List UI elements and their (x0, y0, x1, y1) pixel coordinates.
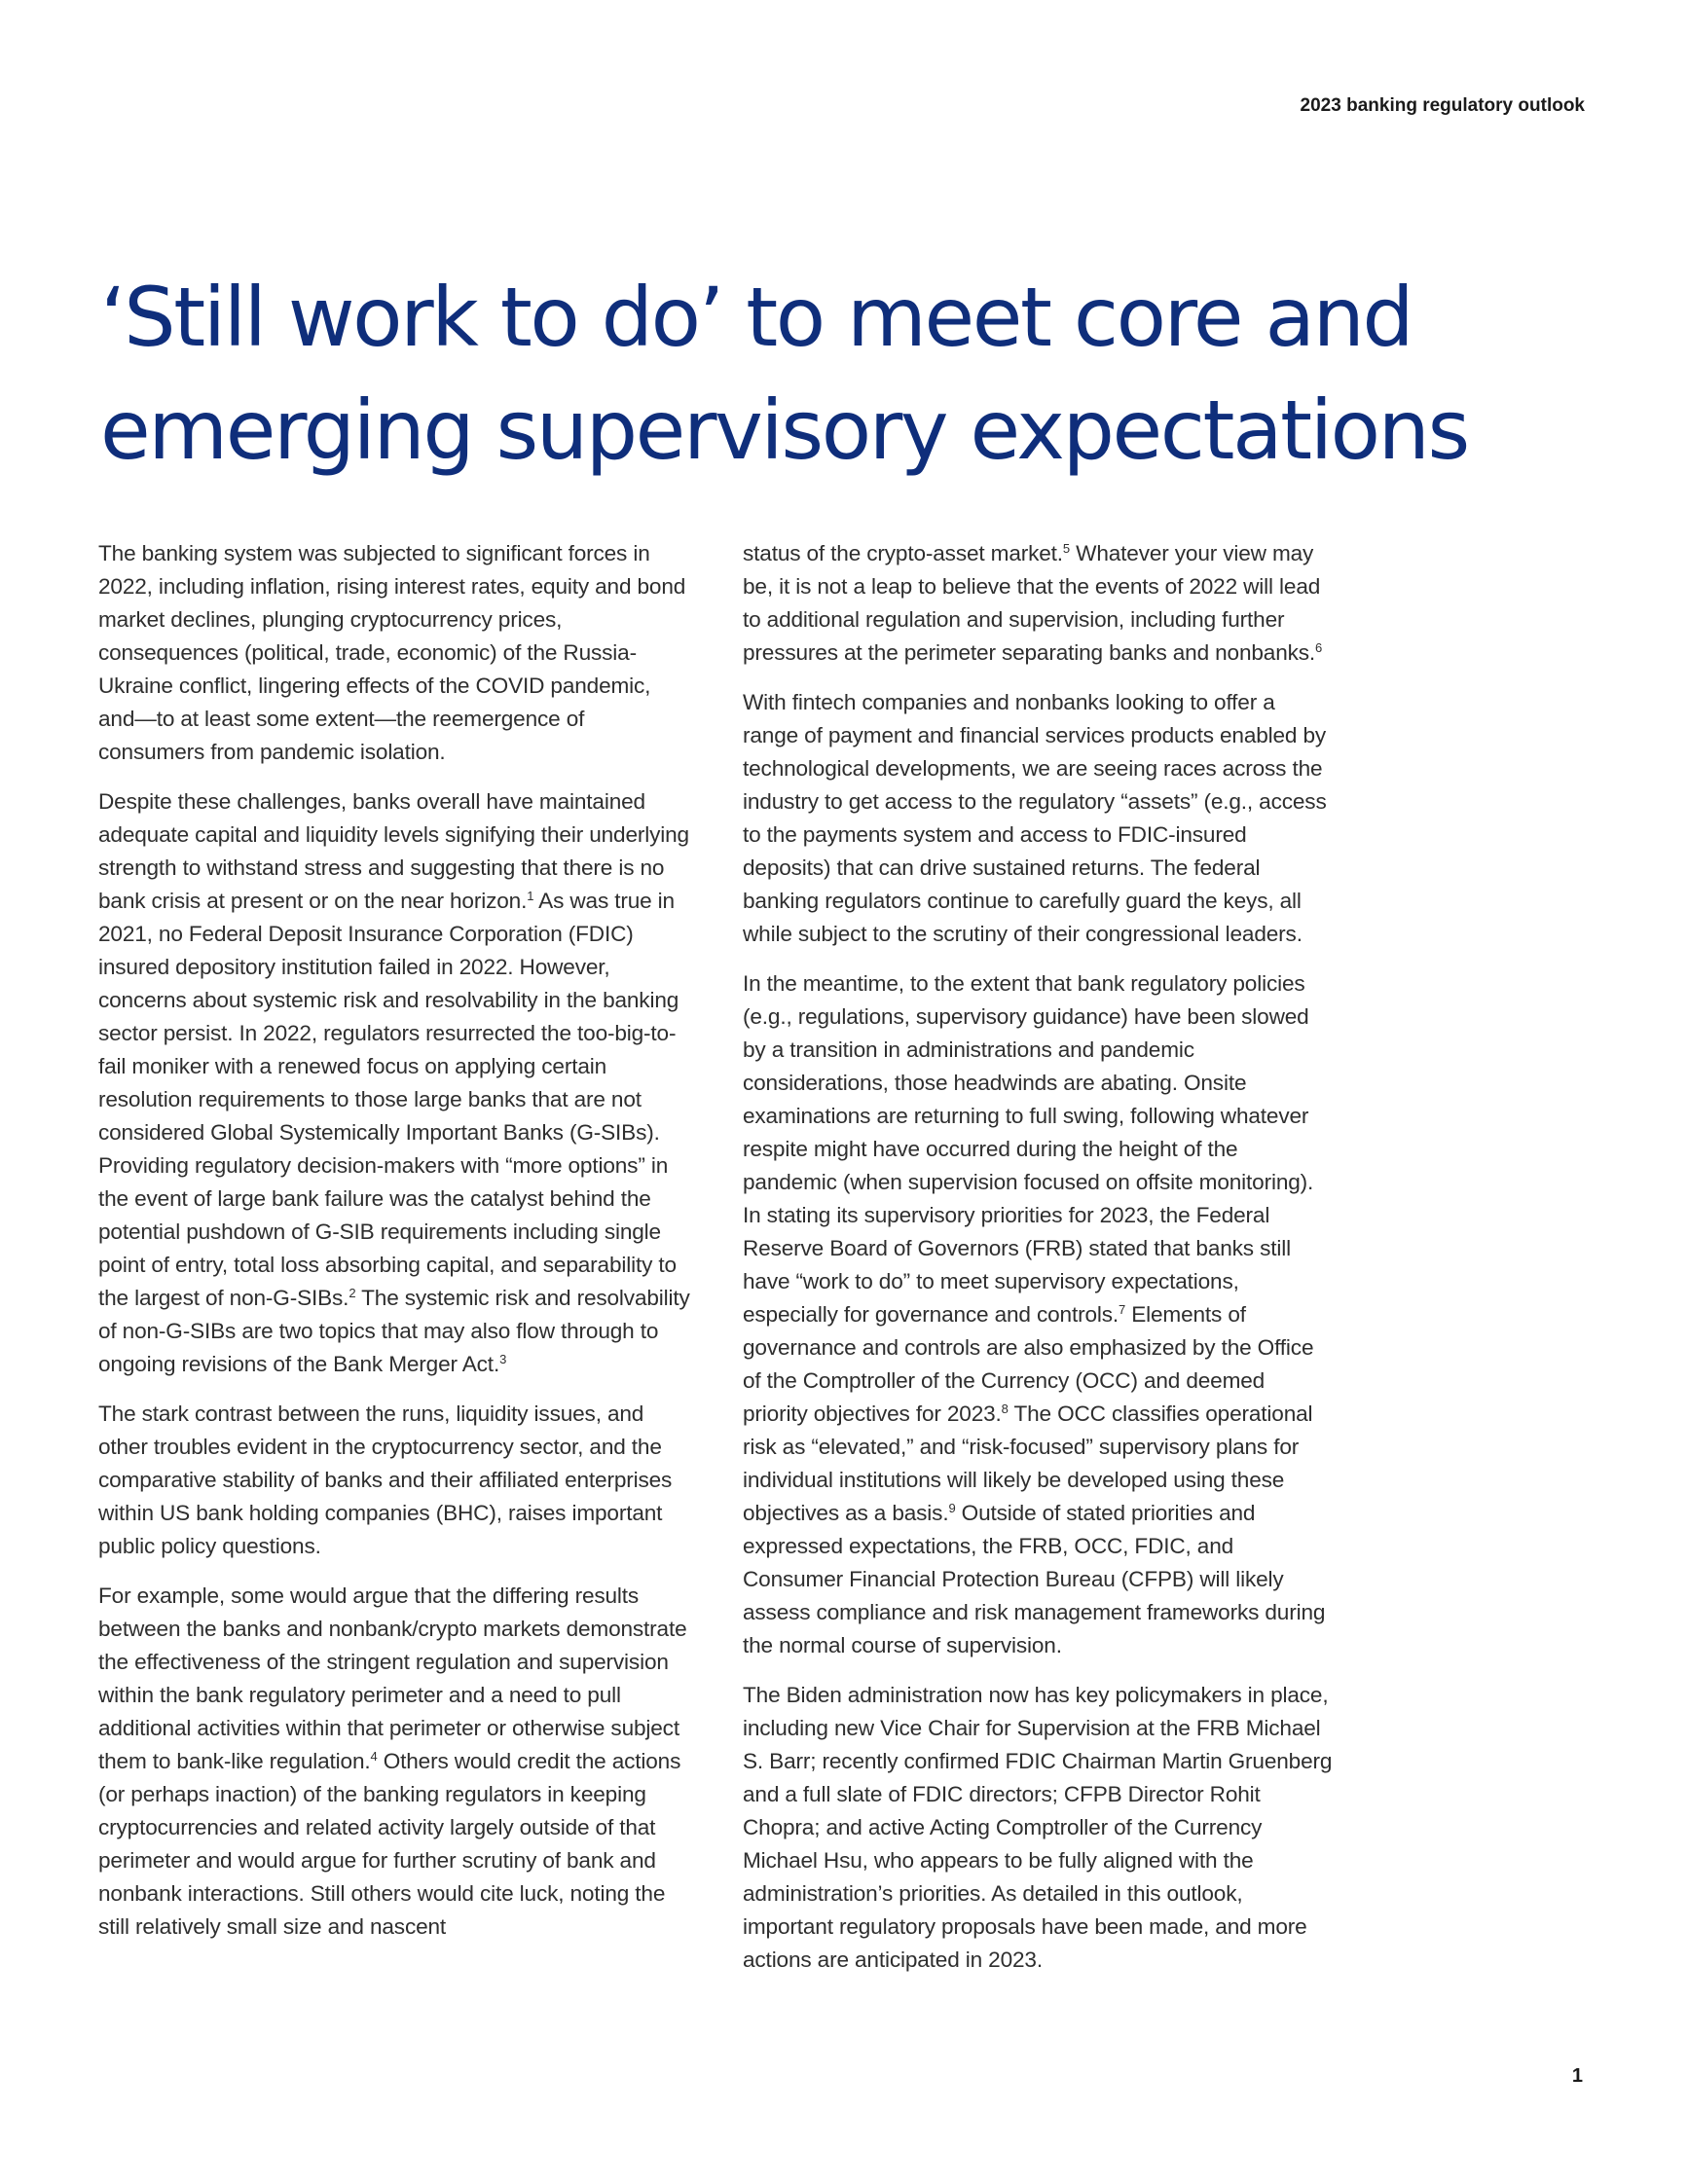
footnote-ref: 7 (1119, 1302, 1126, 1317)
right-column (743, 537, 1335, 1993)
paragraph: In the meantime, to the extent that bank regulatory policies (e.g., regulations, supervisory guidance) have been slowed by a transition in administrations and pandemic considerations, those headwinds are abating. Onsite examinations are returning to full swing, following whatever respite might have occurred during the height of the pandemic (when supervision focused on offsite monitoring). In stating its supervisory priorities for 2023, the Federal Reserve Board of Governors (FRB) stated that banks still have “work to do” to meet supervisory expectations, especially for governance and controls.$^7$ Elements of governance and controls are also emphasized by the Office of the Comptroller of the Currency (OCC) and deemed priority objectives for 2023.$^8$ The OCC classifies operational risk as “elevated,” and “risk-focused” supervisory plans for individual institutions will likely be developed using these objectives as a basis.$^9$ Outside of stated priorities and expressed expectations, the FRB, OCC, FDIC, and Consumer Financial Protection Bureau (CFPB) will likely assess compliance and risk management frameworks during the normal course of supervision. (743, 971, 1326, 1657)
paragraph: Despite these challenges, banks overall have maintained adequate capital and liquidity levels signifying their underlying strength to withstand stress and suggesting that there is no bank crisis at present or on the near horizon.$^1$ As was true in 2021, no Federal Deposit Insurance Corporation (FDIC) insured depository institution failed in 2022. However, concerns about systemic risk and resolvability in the banking sector persist. In 2022, regulators resurrected the too-big-to-fail moniker with a renewed focus on applying certain resolution requirements to those large banks that are not considered Global Systemically Important Banks (G-SIBs). Providing regulatory decision-makers with “more options” in the event of large bank failure was the catalyst behind the potential pushdown of G-SIB requirements including single point of entry, total loss absorbing capital, and separability to the largest of non-G-SIBs.$^2$ The systemic risk and resolvability of non-G-SIBs are two topics that may also flow through to ongoing revisions of the Bank Merger Act.$^3$ (98, 789, 690, 1376)
footnote-ref: 4 (370, 1749, 378, 1764)
page-title-line-2: emerging supervisory expectations (100, 382, 1468, 478)
running-header: 2023 banking regulatory outlook (1300, 95, 1585, 116)
page-number: 1 (1571, 2065, 1583, 2087)
paragraph: For example, some would argue that the differing results between the banks and nonbank/crypto markets demonstrate the effectiveness of the stringent regulation and supervision within the bank regulatory perimeter and a need to pull additional activities within that perimeter or otherwise subject them to bank-like regulation.$^4$ Others would credit the actions (or perhaps inaction) of the banking regulators in keeping cryptocurrencies and related activity largely outside of that perimeter and would argue for further scrutiny of bank and nonbank interactions. Still others would cite luck, noting the still relatively small size and nascent (98, 1583, 687, 1939)
page-title (100, 261, 1512, 487)
page-title-line-1: ‘Still work to do’ to meet core and (100, 270, 1413, 365)
footnote-ref: 6 (1315, 640, 1323, 655)
paragraph: The banking system was subjected to significant forces in 2022, including inflation, rising interest rates, equity and bond market declines, plunging cryptocurrency prices, consequences (political, trade, economic) of the Russia-Ukraine conflict, lingering effects of the COVID pandemic, and—to at least some extent—the reemergence of consumers from pandemic isolation. (98, 541, 686, 764)
footnote-ref: 2 (349, 1286, 356, 1300)
footnote-ref: 9 (948, 1501, 956, 1515)
paragraph: The Biden administration now has key policymakers in place, including new Vice Chair for Supervision at the FRB Michael S. Barr; recently confirmed FDIC Chairman Martin Gruenberg and a full slate of FDIC directors; CFPB Director Rohit Chopra; and active Acting Comptroller of the Currency Michael Hsu, who appears to be fully aligned with the administration’s priorities. As detailed in this outlook, important regulatory proposals have been made, and more actions are anticipated in 2023. (743, 1683, 1333, 1972)
footnote-ref: 5 (1062, 541, 1071, 556)
paragraph: With fintech companies and nonbanks looking to offer a range of payment and financial services products enabled by technological developments, we are seeing races across the industry to get access to the regulatory “assets” (e.g., access to the payments system and access to FDIC-insured deposits) that can drive sustained returns. The federal banking regulators continue to carefully guard the keys, all while subject to the scrutiny of their congressional leaders. (743, 690, 1327, 946)
article-body (98, 537, 1335, 1993)
footnote-ref: 8 (1001, 1401, 1009, 1416)
paragraph: status of the crypto-asset market.$^5$ Whatever your view may be, it is not a leap to believe that the events of 2022 will lead to additional regulation and supervision, including further pressures at the perimeter separating banks and nonbanks.$^6$ (743, 541, 1323, 665)
left-column (98, 537, 690, 1993)
footnote-ref: 3 (499, 1352, 507, 1366)
paragraph: The stark contrast between the runs, liquidity issues, and other troubles evident in the cryptocurrency sector, and the comparative stability of banks and their affiliated enterprises within US bank holding companies (BHC), raises important public policy questions. (98, 1401, 673, 1558)
footnote-ref: 1 (527, 889, 534, 903)
